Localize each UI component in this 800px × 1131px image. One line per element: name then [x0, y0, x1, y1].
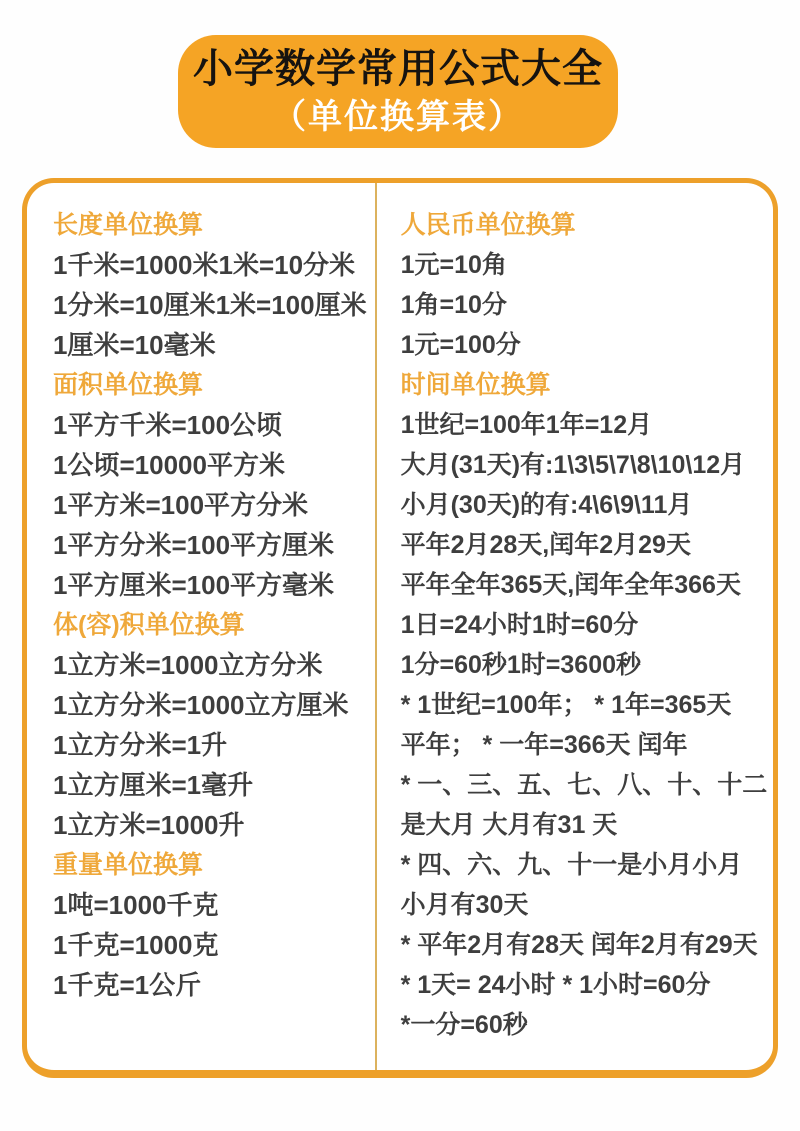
formula-line: 1分米=10厘米1米=100厘米 [53, 290, 367, 320]
formula-line: 1吨=1000千克 [53, 890, 219, 920]
formula-line: 1平方米=100平方分米 [53, 490, 309, 520]
formula-line: 1厘米=10毫米 [53, 330, 216, 360]
formula-line: * 1世纪=100年； * 1年=365天 [400, 691, 732, 719]
formula-line: * 平年2月有28天 闰年2月有29天 [400, 931, 758, 959]
section-heading: 重量单位换算 [53, 851, 204, 879]
formula-line: 1平方厘米=100平方毫米 [53, 570, 335, 600]
section-heading: 时间单位换算 [400, 371, 551, 399]
formula-line: * 1天= 24小时 * 1小时=60分 [400, 971, 711, 999]
page-title: 小学数学常用公式大全 [193, 46, 603, 91]
right-column [375, 183, 776, 1070]
formula-line: 1分=60秒1时=3600秒 [400, 651, 642, 679]
formula-line: 1立方分米=1000立方厘米 [53, 690, 349, 720]
formula-line: *一分=60秒 [400, 1011, 528, 1039]
formula-line: 1元=100分 [400, 331, 521, 359]
section-heading: 面积单位换算 [53, 371, 204, 399]
formula-line: 是大月 大月有31 天 [400, 811, 618, 839]
formula-line: 1千克=1公斤 [53, 970, 202, 1000]
formula-line: 1立方米=1000立方分米 [53, 650, 323, 680]
formula-line: 1千克=1000克 [53, 930, 219, 960]
formula-line: 1千米=1000米1米=10分米 [53, 250, 356, 280]
formula-line: 1世纪=100年1年=12月 [400, 411, 653, 439]
formula-line: 1平方千米=100公顷 [53, 410, 283, 440]
page-subtitle: （单位换算表） [272, 97, 524, 136]
formula-line: * 四、六、九、十一是小月小月 [400, 851, 743, 879]
section-heading: 体(容)积单位换算 [53, 611, 245, 639]
formula-line: 大月(31天)有:1\3\5\7\8\10\12月 [400, 451, 746, 479]
formula-line: 1日=24小时1时=60分 [400, 611, 639, 639]
formula-line: 小月有30天 [400, 891, 529, 919]
conversion-table-panel [22, 178, 778, 1078]
section-heading: 人民币单位换算 [400, 211, 576, 239]
formula-line: 1角=10分 [400, 291, 507, 319]
section-heading: 长度单位换算 [53, 211, 204, 239]
formula-line: 1公顷=10000平方米 [53, 450, 285, 480]
formula-line: 1立方米=1000升 [53, 810, 245, 840]
left-column [27, 183, 375, 1070]
formula-line: 1立方分米=1升 [53, 730, 228, 760]
formula-line: 平年； * 一年=366天 闰年 [400, 731, 688, 759]
title-badge [178, 35, 618, 148]
formula-line: * 一、三、五、七、八、十、十二 [400, 771, 768, 799]
formula-line: 1平方分米=100平方厘米 [53, 530, 335, 560]
formula-line: 1立方厘米=1毫升 [53, 770, 254, 800]
formula-line: 1元=10角 [400, 251, 507, 279]
formula-line: 小月(30天)的有:4\6\9\11月 [400, 491, 693, 519]
formula-line: 平年2月28天,闰年2月29天 [400, 531, 691, 559]
formula-line: 平年全年365天,闰年全年366天 [400, 571, 741, 599]
